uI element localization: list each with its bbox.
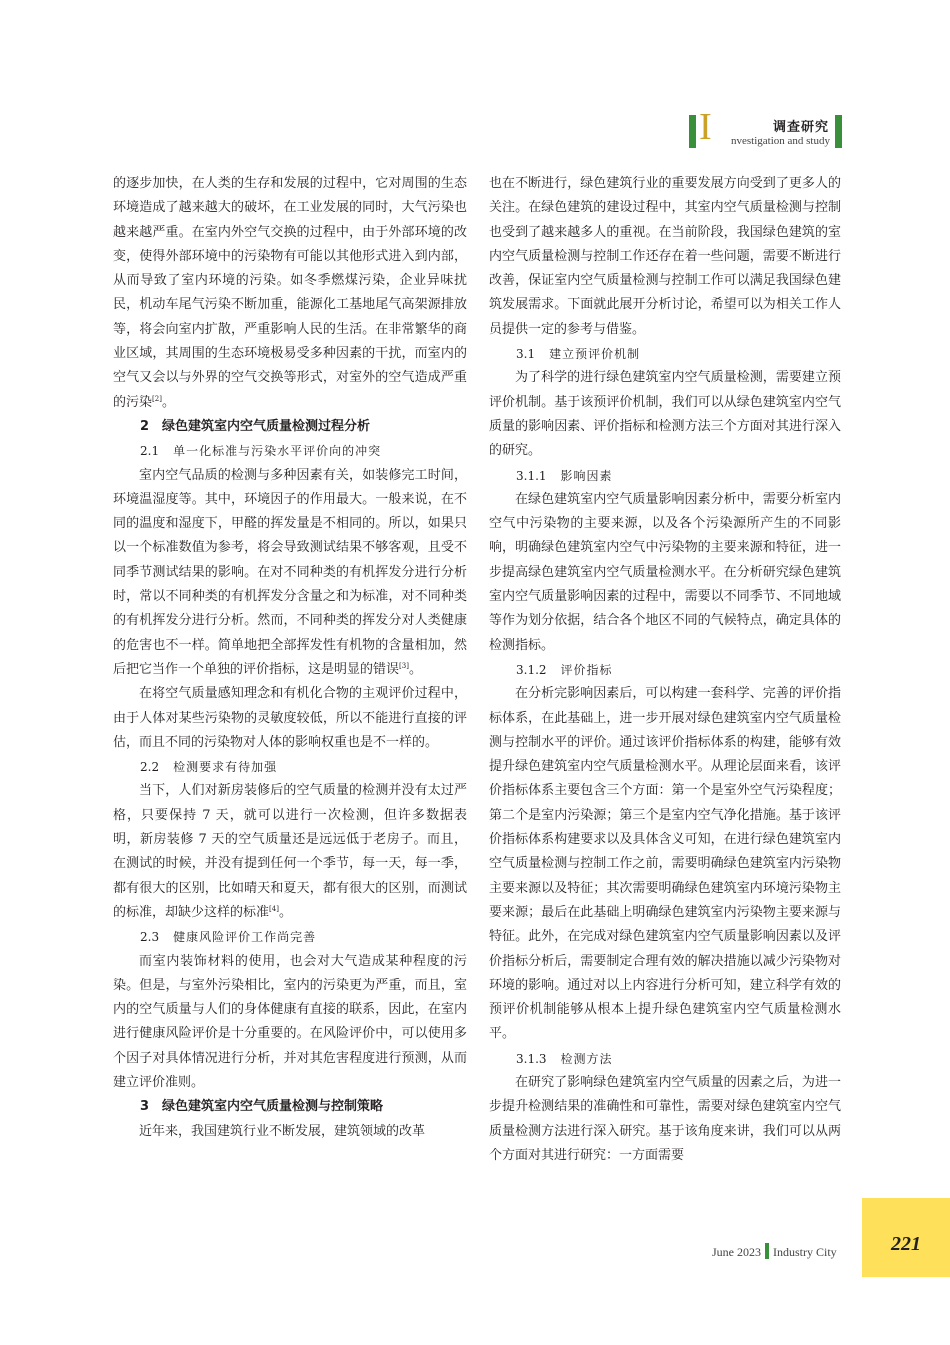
header-green-bar-left	[689, 115, 696, 148]
paragraph-text: 在将空气质量感知理念和有机化合物的主观评价过程中，由于人体对某些污染物的灵敏度较低，所以不能进行直接的评估，而且不同的污染物对人体的影响权重也是不一样的。	[113, 686, 467, 750]
right-text-column	[489, 172, 841, 1168]
footer-issue	[712, 1243, 837, 1260]
citation-ref: [2]	[152, 394, 162, 403]
section-title-cn: 调查研究	[772, 120, 829, 135]
subsection-number: 2.1	[140, 444, 160, 459]
footer-date: June 2023	[712, 1245, 761, 1259]
paragraph-text: 在研究了影响绿色建筑室内空气质量的因素之后，为进一步提升检测结果的准确性和可靠性，需要对绿色建筑室内空气质量检测方法进行深入研究。基于该角度来讲，我们可以从两个方面对其进行研究：一方面需要	[489, 1074, 841, 1163]
paragraph-text: 而室内装饰材料的使用，也会对大气造成某种程度的污染。但是，与室外污染相比，室内的污染更为严重，而且，室内的空气质量与人们的身体健康有直接的联系，因此，在室内进行健康风险评价是十分重要的。在风险评价中，可以使用多个因子对具体情况进行分析，并对其危害程度进行预测，从而建立评价准则。	[113, 953, 467, 1090]
body-paragraph	[113, 172, 467, 415]
paragraph-text: 近年来，我国建筑行业不断发展，建筑领域的改革	[139, 1123, 426, 1139]
paragraph-tail: 。	[278, 904, 292, 920]
subsection-title: 评价指标	[560, 662, 613, 677]
paragraph-tail: 。	[408, 661, 422, 677]
citation-ref: [4]	[269, 904, 279, 913]
paragraph-text: 在分析完影响因素后，可以构建一套科学、完善的评价指标体系，在此基础上，进一步开展对绿色建筑室内空气质量检测与控制水平的评价。通过该评价指标体系的构建，能够有效提升绿色建筑室内空气质量检测水平。从理论层面来看，该评价指标体系主要包含三个方面：第一个是室外空气污染程度；第二个是室内污染源；第三个是室内空气净化措施。基于该评价指标体系构建要求以及具体含义可知，在进行绿色建筑室内空气质量检测与控制工作之前，需要明确绿色建筑室内污染物主要来源以及特征；其次需要明确绿色建筑室内环境污染物主要来源；最后在此基础上明确绿色建筑室内污染物主要来源与特征。此外，在完成对绿色建筑室内空气质量影响因素以及评价指标分析后，需要制定合理有效的解决措施以减少污染物对环境的影响。通过对以上内容进行分析可知，建立科学有效的预评价机制能够从根本上提升绿色建筑室内空气质量检测水平。	[489, 686, 841, 1042]
subsection-heading	[489, 1047, 841, 1071]
paragraph-text: 室内空气品质的检测与多种因素有关，如装修完工时间，环境温湿度等。其中，环境因子的作用最大。一般来说，在不同的温度和湿度下，甲醛的挥发量是不相同的。所以，如果只以一个标准数值为参考，将会导致测试结果不够客观，且受不同季节测试结果的影响。在对不同种类的有机挥发分进行分析时，常以不同种类的有机挥发分含量之和为标准，对不同种类的有机挥发分进行分析。然而，不同种类的挥发分对人类健康的危害也不一样。简单地把全部挥发性有机物的含量相加，然后把它当作一个单独的评价指标，这是明显的错误	[113, 467, 467, 677]
subsection-title: 影响因素	[560, 468, 613, 483]
subsection-title: 检测要求有待加强	[173, 760, 278, 775]
body-paragraph	[489, 682, 841, 1046]
body-paragraph	[489, 172, 841, 342]
subsection-number: 3.1.2	[516, 662, 547, 677]
body-paragraph	[489, 1071, 841, 1168]
body-paragraph	[113, 950, 467, 1096]
body-paragraph	[113, 682, 467, 755]
body-paragraph	[489, 366, 841, 463]
header-initial-letter: I	[699, 106, 712, 148]
subsection-heading	[113, 925, 467, 949]
section-title-en: nvestigation and study	[731, 135, 830, 147]
body-paragraph	[113, 464, 467, 683]
footer-separator	[765, 1243, 769, 1259]
page-number: 221	[891, 1233, 921, 1255]
body-paragraph	[113, 779, 467, 925]
body-paragraph	[113, 1120, 467, 1144]
subsection-heading	[489, 658, 841, 682]
subsection-title: 健康风险评价工作尚完善	[173, 930, 317, 945]
subsection-number: 3.1.3	[516, 1051, 547, 1066]
left-text-column	[113, 172, 467, 1144]
paragraph-tail: 。	[161, 394, 175, 410]
subsection-heading	[489, 464, 841, 488]
header-green-bar-right	[835, 115, 842, 148]
body-paragraph	[489, 488, 841, 658]
footer-journal: Industry City	[773, 1245, 837, 1259]
paragraph-text: 在绿色建筑室内空气质量影响因素分析中，需要分析室内空气中污染物的主要来源，以及各个污染源所产生的不同影响，明确绿色建筑室内空气中污染物的主要来源和特征，进一步提高绿色建筑室内空气质量检测水平。在分析研究绿色建筑室内空气质量影响因素的过程中，需要以不同季节、不同地域等作为划分依据，结合各个地区不同的气候特点，确定具体的检测指标。	[489, 491, 841, 653]
subsection-number: 2.3	[140, 930, 160, 945]
subsection-number: 3.1	[516, 347, 536, 362]
subsection-title: 检测方法	[560, 1051, 613, 1066]
paragraph-text: 也在不断进行，绿色建筑行业的重要发展方向受到了更多人的关注。在绿色建筑的建设过程中，其室内空气质量检测与控制也受到了越来越多人的重视。在当前阶段，我国绿色建筑的室内空气质量检测与控制工作还存在着一些问题，需要不断进行改善，保证室内空气质量检测与控制工作可以满足我国绿色建筑发展需求。下面就此展开分析讨论，希望可以为相关工作人员提供一定的参考与借鉴。	[489, 176, 841, 337]
subsection-title: 单一化标准与污染水平评价向的冲突	[173, 444, 382, 459]
citation-ref: [3]	[399, 661, 409, 670]
subsection-number: 2.2	[140, 760, 160, 775]
section-heading: 2 绿色建筑室内空气质量检测过程分析	[140, 418, 371, 434]
subsection-heading	[113, 439, 467, 463]
paragraph-text: 当下，人们对新房装修后的空气质量的检测并没有太过严格，只要保持 7 天，就可以进行一次检测，但许多数据表明，新房装修 7 天的空气质量还是远远低于老房子。而且，在测试的时候，并没有提到任何一个季节，每一天，每一季，都有很大的区别，比如晴天和夏天，都有很大的区别，而测试的标准，却缺少这样的标准	[113, 783, 467, 920]
paragraph-text: 的逐步加快，在人类的生存和发展的过程中，它对周围的生态环境造成了越来越大的破坏，在工业发展的同时，大气污染也越来越严重。在室内外空气交换的过程中，由于外部环境的改变，使得外部环境中的污染物有可能以其他形式进入到内部，从而导致了室内环境的污染。如冬季燃煤污染，企业异味扰民，机动车尾气污染不断加重，能源化工基地尾气高架源排放等，将会向室内扩散，严重影响人民的生活。在非常繁华的商业区域，其周围的生态环境极易受多种因素的干扰，而室内的空气又会以与外界的空气交换等形式，对室外的空气造成严重的污染	[113, 176, 467, 410]
subsection-heading	[489, 342, 841, 366]
subsection-number: 3.1.1	[516, 468, 547, 483]
subsection-title: 建立预评价机制	[549, 347, 641, 362]
paragraph-text: 为了科学的进行绿色建筑室内空气质量检测，需要建立预评价机制。基于该预评价机制，我们可以从绿色建筑室内空气质量的影响因素、评价指标和检测方法三个方面对其进行深入的研究。	[489, 370, 841, 459]
subsection-heading	[113, 755, 467, 779]
section-heading: 3 绿色建筑室内空气质量检测与控制策略	[140, 1099, 384, 1115]
